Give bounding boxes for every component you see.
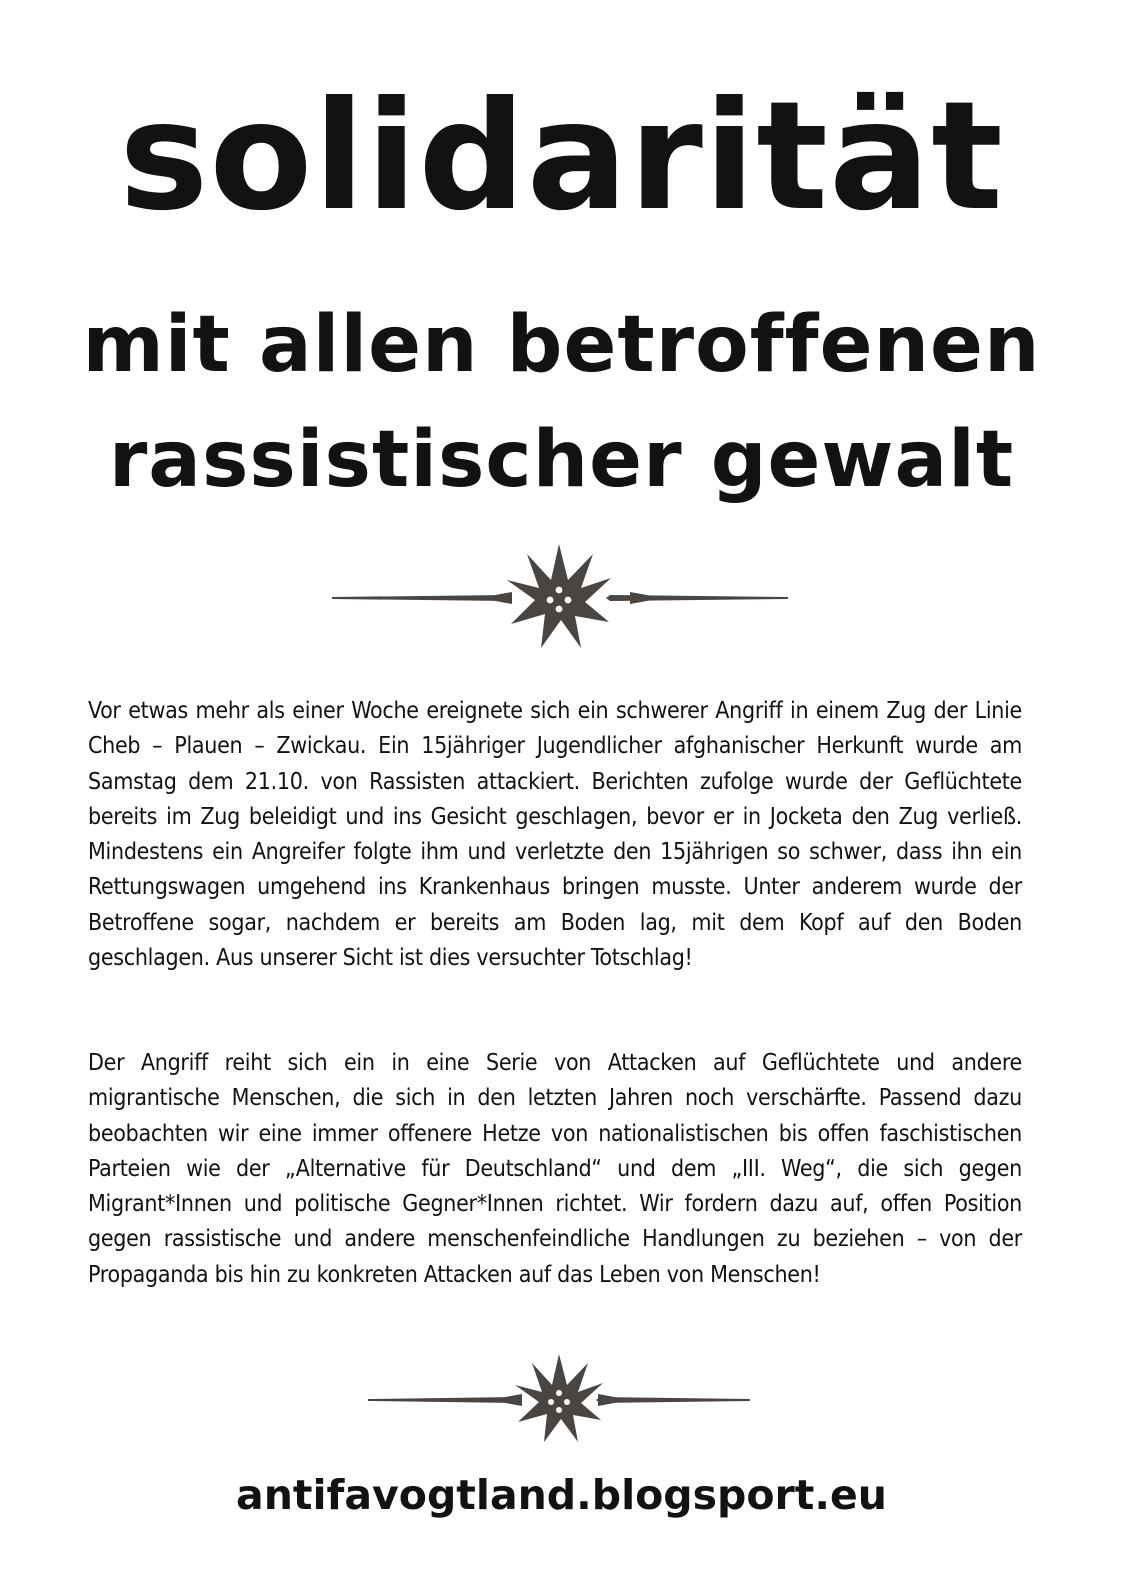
- body-paragraph-1: Vor etwas mehr als einer Woche ereignete sich ein schwerer Angriff in einem Zug der Linie Cheb – Plauen – Zwickau. Ein 15jähriger Jugendlicher afghanischer Herkunft wurde am Samstag dem 21.10. von Rassisten attackiert. Berichten zufolge wurde der Geflüchtete bereits im Zug beleidigt und ins Gesicht geschlagen, bevor er in Jocketa den Zug verließ. Mindestens ein Angreifer folgte ihm und verletzte den 15jährigen so schwer, dass ihn ein Rettungswagen umgehend ins Krankenhaus bringen musste. Unter anderem wurde der Betroffene sogar, nachdem er bereits am Boden lag, mit dem Kopf auf den Boden geschlagen. Aus unserer Sicht ist dies versuchter Totschlag!: [88, 698, 1022, 972]
- headline: solidarität: [119, 70, 1004, 244]
- footer-url: antifavogtland.blogsport.eu: [236, 1471, 887, 1519]
- subheadline-line-2: rassistischer gewalt: [108, 415, 1015, 505]
- subheadline-line-1: mit allen betroffenen: [82, 300, 1041, 390]
- edelweiss-icon: [332, 544, 788, 648]
- edelweiss-divider-bottom: [330, 1352, 790, 1448]
- body-paragraph-2: Der Angriff reiht sich ein in eine Serie von Attacken auf Geflüchtete und andere migrantische Menschen, die sich in den letzten Jahren noch verschärfte. Passend dazu beobachten wir eine immer offenere Hetze von nationalistischen bis offen faschistischen Parteien wie der „Alternative für Deutschland“ und dem „III. Weg“, die sich gegen Migrant*Innen und politische Gegner*Innen richtet. Wir fordern dazu auf, offen Position gegen rassistische und andere menschenfeindliche Handlungen zu beziehen – von der Propaganda bis hin zu konkreten Attacken auf das Leben von Menschen!: [88, 1050, 1022, 1288]
- edelweiss-divider-top: [330, 540, 790, 650]
- edelweiss-icon: [368, 1354, 750, 1442]
